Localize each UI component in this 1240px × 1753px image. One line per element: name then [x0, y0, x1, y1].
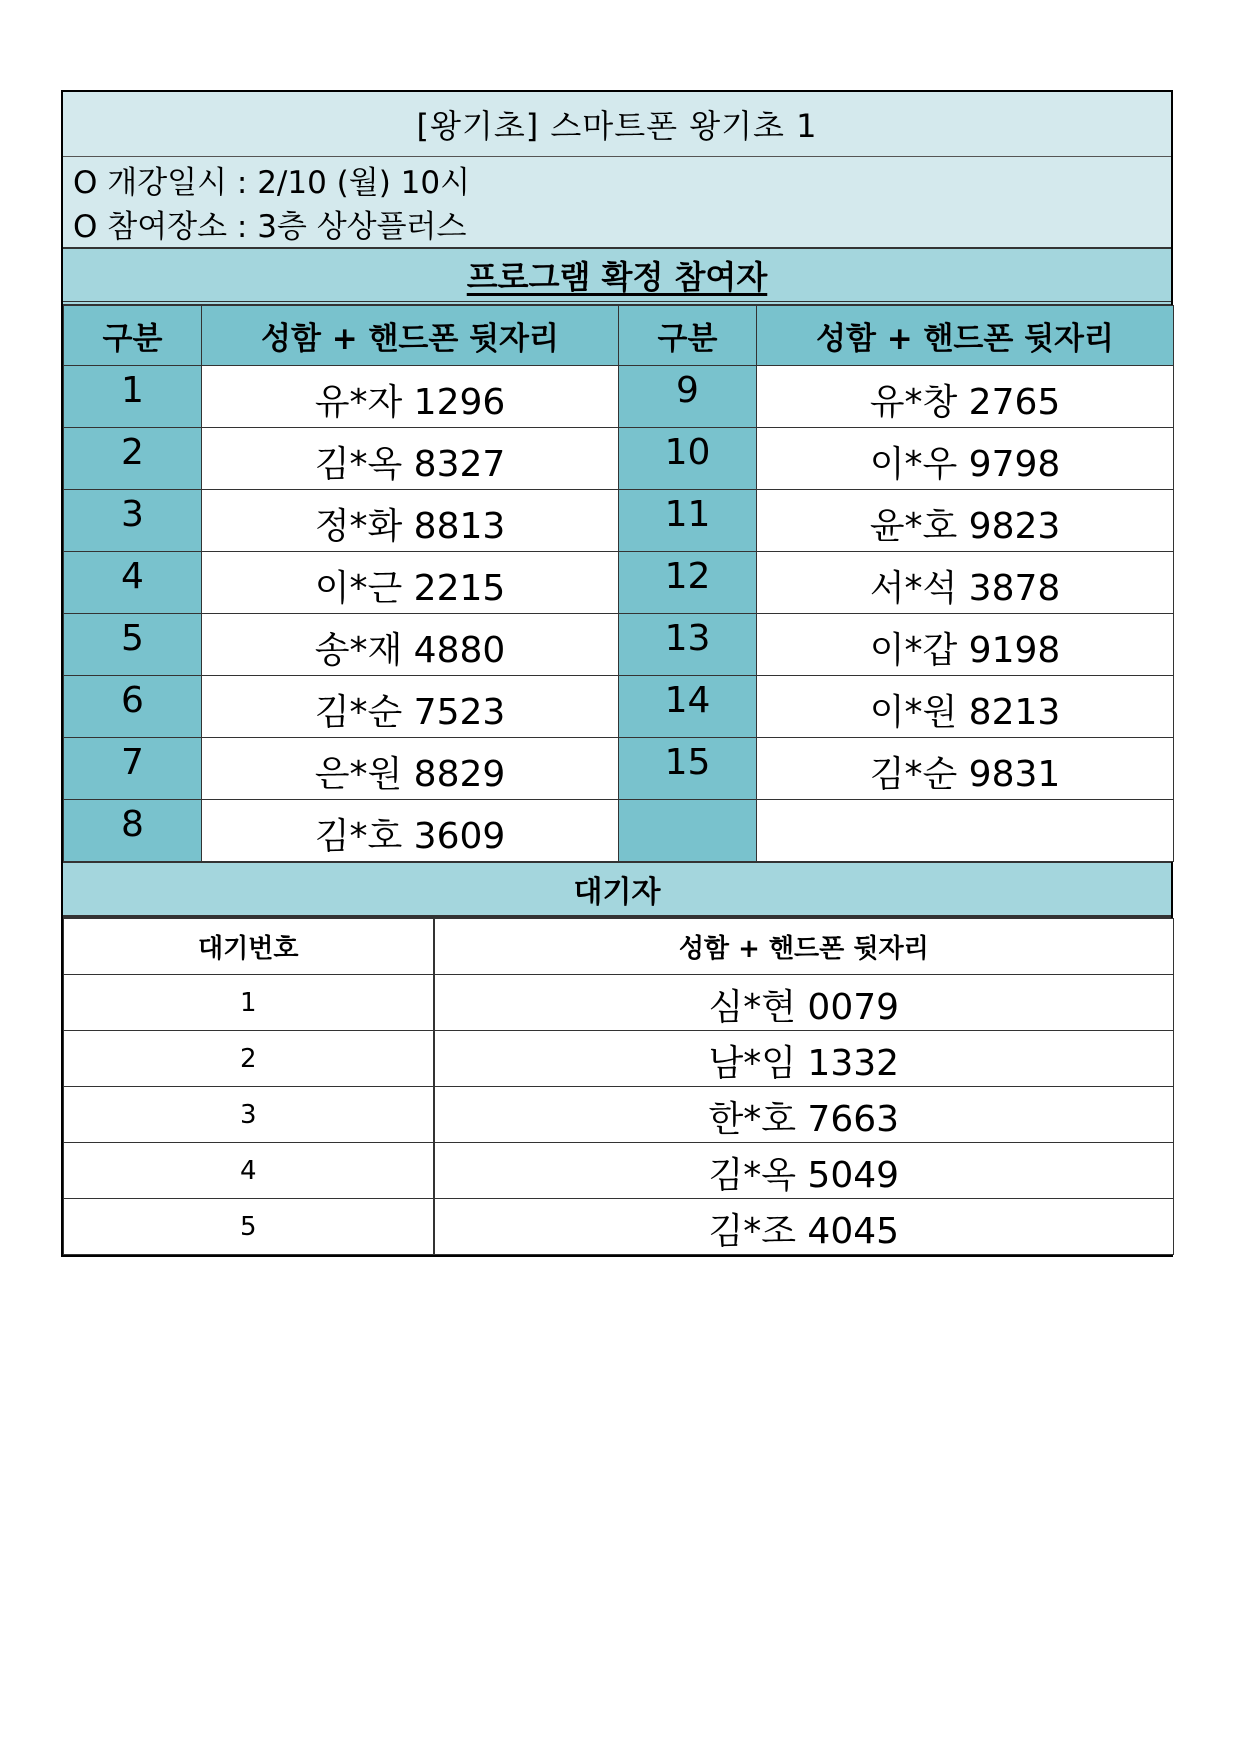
participant-num: 13	[619, 614, 757, 676]
waitlist-header-row	[64, 919, 1174, 975]
table-row	[64, 552, 1174, 614]
waitlist-num: 1	[64, 975, 434, 1031]
col-header-num-right: 구분	[619, 306, 757, 366]
confirmed-header-row	[64, 306, 1174, 366]
col-header-wait-num: 대기번호	[64, 919, 434, 975]
participant-num-empty	[619, 800, 757, 862]
participant-name: 유*자 1296	[202, 366, 619, 428]
participant-num: 5	[64, 614, 202, 676]
col-header-num-left: 구분	[64, 306, 202, 366]
col-header-name-right: 성함 + 핸드폰 뒷자리	[757, 306, 1174, 366]
waitlist-name: 남*임 1332	[434, 1031, 1174, 1087]
participant-num: 7	[64, 738, 202, 800]
participant-name: 이*우 9798	[757, 428, 1174, 490]
participant-name: 이*원 8213	[757, 676, 1174, 738]
table-row	[64, 975, 1174, 1031]
waitlist-table	[63, 918, 1174, 1255]
waitlist-name: 심*현 0079	[434, 975, 1174, 1031]
table-row	[64, 1143, 1174, 1199]
table-row	[64, 366, 1174, 428]
participant-num: 4	[64, 552, 202, 614]
participant-name: 김*순 7523	[202, 676, 619, 738]
course-datetime: O 개강일시 : 2/10 (월) 10시	[73, 165, 471, 201]
confirmed-heading-text: 프로그램 확정 참여자	[466, 258, 768, 296]
table-row	[64, 1199, 1174, 1255]
waitlist-num: 3	[64, 1087, 434, 1143]
table-row	[64, 1087, 1174, 1143]
participant-name: 서*석 3878	[757, 552, 1174, 614]
table-row	[64, 490, 1174, 552]
participant-num: 6	[64, 676, 202, 738]
participant-num: 10	[619, 428, 757, 490]
participant-name: 김*호 3609	[202, 800, 619, 862]
participant-num: 11	[619, 490, 757, 552]
participant-num: 3	[64, 490, 202, 552]
participant-num: 15	[619, 738, 757, 800]
participant-name: 유*창 2765	[757, 366, 1174, 428]
waitlist-num: 2	[64, 1031, 434, 1087]
course-location: O 참여장소 : 3층 상상플러스	[73, 209, 467, 245]
course-info	[63, 157, 1171, 249]
confirmed-table	[63, 305, 1174, 862]
document-title: [왕기초] 스마트폰 왕기초 1	[63, 92, 1171, 157]
participant-name: 정*화 8813	[202, 490, 619, 552]
col-header-wait-name: 성함 + 핸드폰 뒷자리	[434, 919, 1174, 975]
participant-name: 김*순 9831	[757, 738, 1174, 800]
participant-num: 12	[619, 552, 757, 614]
participant-name: 송*재 4880	[202, 614, 619, 676]
col-header-name-left: 성함 + 핸드폰 뒷자리	[202, 306, 619, 366]
confirmed-heading	[63, 249, 1171, 305]
table-row	[64, 738, 1174, 800]
participant-name: 이*갑 9198	[757, 614, 1174, 676]
table-row	[64, 676, 1174, 738]
table-row	[64, 614, 1174, 676]
waitlist-num: 5	[64, 1199, 434, 1255]
waitlist-name: 김*조 4045	[434, 1199, 1174, 1255]
enrollment-sheet	[61, 90, 1173, 1257]
participant-name: 윤*호 9823	[757, 490, 1174, 552]
waitlist-num: 4	[64, 1143, 434, 1199]
table-row	[64, 1031, 1174, 1087]
participant-name-empty	[757, 800, 1174, 862]
waitlist-name: 한*호 7663	[434, 1087, 1174, 1143]
table-row	[64, 800, 1174, 862]
participant-num: 14	[619, 676, 757, 738]
participant-name: 김*옥 8327	[202, 428, 619, 490]
participant-num: 2	[64, 428, 202, 490]
participant-name: 이*근 2215	[202, 552, 619, 614]
participant-num: 8	[64, 800, 202, 862]
table-row	[64, 428, 1174, 490]
participant-num: 9	[619, 366, 757, 428]
participant-num: 1	[64, 366, 202, 428]
participant-name: 은*원 8829	[202, 738, 619, 800]
waitlist-name: 김*옥 5049	[434, 1143, 1174, 1199]
waitlist-heading: 대기자	[63, 862, 1171, 918]
